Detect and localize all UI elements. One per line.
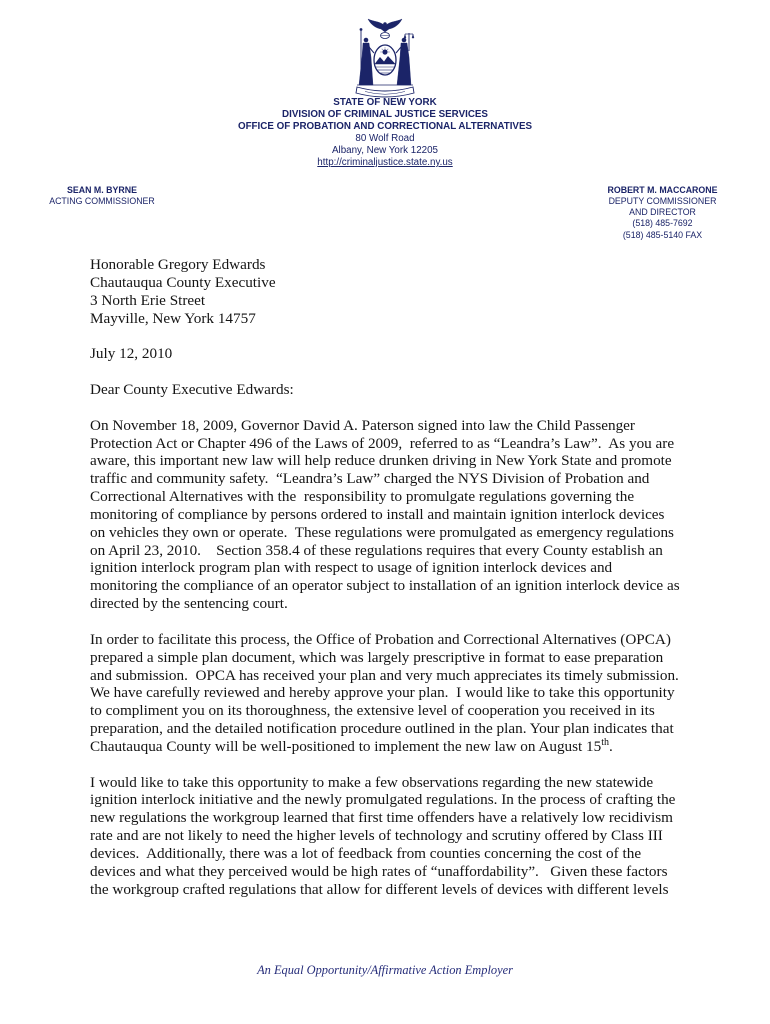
paragraph-line: prepared a simple plan document, which was largely prescriptive in format to ease preparation	[90, 648, 664, 666]
paragraph-line: new regulations the workgroup learned that first time offenders have a relatively low recidivism	[90, 809, 673, 827]
website-link[interactable]: http://criminaljustice.state.ny.us	[317, 157, 453, 168]
website-row	[0, 157, 770, 169]
letterhead-city: Albany, New York 12205	[331, 145, 439, 156]
paragraph-line: traffic and community safety. “Leandra’s Law” charged the NYS Division of Probation and	[90, 470, 650, 488]
commissioner-title: ACTING COMMISSIONER	[49, 195, 155, 206]
paragraph-line: We have carefully reviewed and hereby approve your plan. I would like to take this opportunity	[90, 684, 675, 702]
paragraph-line: ignition interlock program plan with respect to usage of ignition interlock devices and	[90, 559, 613, 577]
fax-number: (518) 485-5140 FAX	[622, 229, 703, 240]
paragraph-line: the workgroup crafted regulations that allow for different levels of devices with different levels	[90, 880, 669, 898]
paragraph-line: devices and what they perceived would be high rates of “unaffordability”. Given these factors	[90, 862, 668, 880]
letter-body	[90, 256, 730, 898]
body-paragraph	[90, 774, 730, 899]
paragraph-line: and submission. OPCA has received your plan and very much appreciates its timely submission.	[90, 666, 679, 684]
paragraph-line: monitoring of compliance by persons ordered to install and maintain ignition interlock devices	[90, 505, 665, 523]
superscript-ordinal: th	[601, 736, 610, 748]
paragraph-line: on April 23, 2010. Section 358.4 of these regulations requires that every County establish an	[90, 541, 663, 559]
deputy-commissioner-name: ROBERT M. MACCARONE	[607, 184, 718, 195]
paragraph-line	[90, 738, 730, 756]
paragraph-line: In order to facilitate this process, the Office of Probation and Correctional Alternatives (OPCA)	[90, 630, 671, 648]
deputy-title-line: AND DIRECTOR	[629, 207, 696, 218]
recipient-line: 3 North Erie Street	[90, 291, 206, 309]
paragraph-line: rate and are not likely to need the higher levels of technology and scrutiny offered by Class III	[90, 827, 663, 845]
commissioner-block	[22, 185, 182, 208]
salutation: Dear County Executive Edwards:	[90, 381, 294, 398]
paragraph-line: I would like to take this opportunity to make a few observations regarding the new statewide	[90, 773, 654, 791]
body-paragraph	[90, 631, 730, 756]
body-paragraph	[90, 417, 730, 613]
recipient-line: Honorable Gregory Edwards	[90, 256, 266, 274]
letterhead-office: OFFICE OF PROBATION AND CORRECTIONAL ALTERNATIVES	[237, 121, 533, 132]
paragraph-line: monitoring the compliance of an operator subject to installation of an ignition interlock device as	[90, 577, 680, 595]
deputy-title-line: DEPUTY COMMISSIONER	[608, 195, 717, 206]
paragraph-line: directed by the sentencing court.	[90, 595, 288, 613]
letterhead	[0, 97, 770, 169]
paragraph-line-end: .	[609, 737, 613, 755]
paragraph-line: On November 18, 2009, Governor David A. Paterson signed into law the Child Passenger	[90, 416, 635, 434]
paragraph-line: ignition interlock initiative and the newly promulgated regulations. In the process of crafting the	[90, 791, 676, 809]
paragraph-line: devices. Additionally, there was a lot of feedback from counties concerning the cost of the	[90, 844, 642, 862]
paragraph-line-text: Chautauqua County will be well-positioned to implement the new law on August 15	[90, 737, 602, 755]
commissioner-name: SEAN M. BYRNE	[67, 184, 137, 195]
paragraph-line: Correctional Alternatives with the responsibility to promulgate regulations governing the	[90, 488, 635, 506]
paragraph-line: to compliment you on its thoroughness, the extensive level of cooperation you received in its	[90, 702, 655, 720]
deputy-commissioner-block	[583, 185, 743, 241]
paragraph-line: on vehicles they own or operate. These regulations were promulgated as emergency regulations	[90, 523, 674, 541]
letterhead-street: 80 Wolf Road	[355, 133, 415, 144]
letterhead-state: STATE OF NEW YORK	[333, 97, 437, 108]
recipient-line: Mayville, New York 14757	[90, 309, 256, 327]
recipient-line: Chautauqua County Executive	[90, 273, 276, 291]
state-seal-icon	[353, 17, 417, 99]
letter-date: July 12, 2010	[90, 345, 173, 363]
letterhead-division: DIVISION OF CRIMINAL JUSTICE SERVICES	[282, 109, 488, 120]
paragraph-line: Protection Act or Chapter 496 of the Laws of 2009, referred to as “Leandra’s Law”. As you are	[90, 434, 675, 452]
footer-eeo-statement: An Equal Opportunity/Affirmative Action Employer	[257, 963, 513, 977]
paragraph-line: aware, this important new law will help reduce drunken driving in New York State and promote	[90, 452, 672, 470]
phone-number: (518) 485-7692	[632, 218, 693, 229]
paragraph-line: preparation, and the detailed notification procedure outlined in the plan. Your plan indicates that	[90, 720, 674, 738]
recipient-address	[90, 256, 730, 327]
